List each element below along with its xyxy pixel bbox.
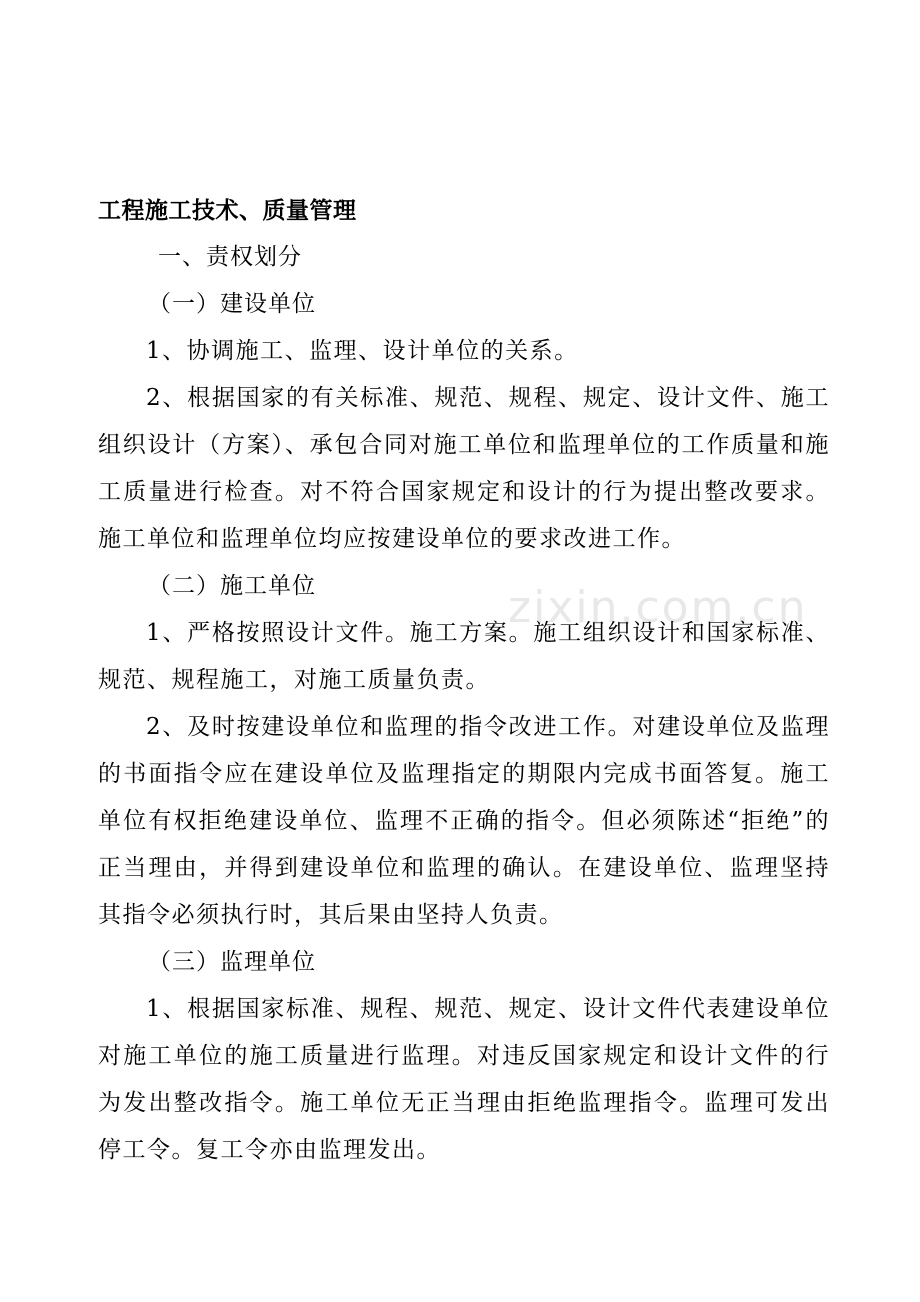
paragraph: 1、协调施工、监理、设计单位的关系。 (146, 338, 579, 364)
document-title: 工程施工技术、质量管理 (98, 198, 357, 224)
paragraph: 1、根据国家标准、规程、规范、规定、设计文件代表建设单位对施工单位的施工质量进行监理。对违反国家规定和设计文件的行为发出整改指令。施工单位无正当理由拒绝监理指令。监理可发出停工令。复工令亦由监理发出。 (98, 996, 830, 1163)
document-body (98, 188, 830, 1174)
watermark: zixin.com.cn (508, 582, 808, 633)
subsection-heading-supervisor: （三）监理单位 (148, 949, 316, 975)
subsection-heading-contractor: （二）施工单位 (148, 573, 316, 599)
paragraph: 2、及时按建设单位和监理的指令改进工作。对建设单位及监理的书面指令应在建设单位及监理指定的期限内完成书面答复。施工单位有权拒绝建设单位、监理不正确的指令。但必须陈述“拒绝”的正当理由，并得到建设单位和监理的确认。在建设单位、监理坚持其指令必须执行时，其后果由坚持人负责。 (98, 714, 830, 928)
section-heading: 一、责权划分 (158, 244, 302, 270)
paragraph: 1、严格按照设计文件。施工方案。施工组织设计和国家标准、规范、规程施工，对施工质量负责。 (98, 620, 830, 693)
paragraph: 2、根据国家的有关标准、规范、规程、规定、设计文件、施工组织设计（方案）、承包合同对施工单位和监理单位的工作质量和施工质量进行检查。对不符合国家规定和设计的行为提出整改要求。施工单位和监理单位均应按建设单位的要求改进工作。 (98, 385, 830, 552)
subsection-heading-construction-unit: （一）建设单位 (148, 291, 316, 317)
